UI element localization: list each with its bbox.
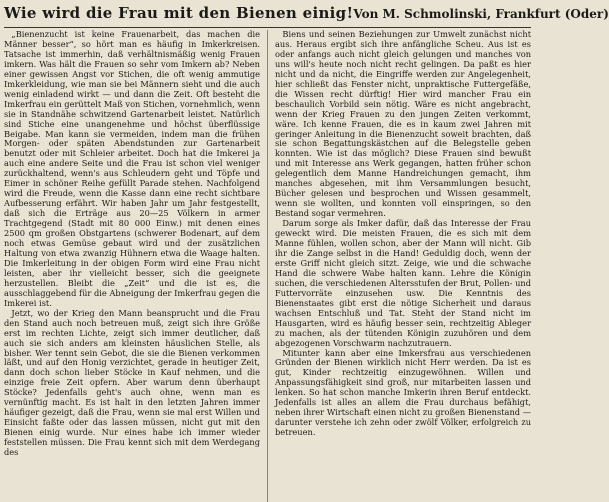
paragraph: Biens und seinen Beziehungen zur Umwelt zunächst nicht aus. Heraus ergibt sich ihre anfängliche Scheu. Aus ist es oder anfangs auch nicht gleich gelungen und manches von uns will's heute noch nicht recht gelingen. Da paßt es hier nicht und da nicht, die Eingriffe werden zur Angelegenheit, hier schließt das Fenster nicht, unpraktische Futtergefäße, die Wissen recht dürftig! Hier wird mancher Frau ein beschaulich Vorbild sein nötig. Wäre es nicht angebracht, wenn der Krieg Frauen zu den jungen Zeiten verkommt, wäre. Ich kenne Frauen, die es in kaum zwei Jahren mit geringer Anleitung in die Bienenzucht soweit brachten, daß sie schon Begattungskästchen auf die Belegstelle geben konnten. Wie ist das möglich? Diese Frauen sind bewußt und mit Interesse ans Werk gegangen, hatten früher schon gelegentlich dem Manne Handreichungen gemacht, ihm manches abgesehen, mit ihm Versammlungen besucht, Bücher gelesen und besprochen und Wissen gesammelt, wenn sie wollten, und konnten voll einspringen, so den Bestand sogar vermehren. [275,29,532,219]
column-right [275,30,531,502]
article-byline: Von M. Schmolinski, Frankfurt (Oder) [353,7,609,21]
paragraph: Mitunter kann aber eine Imkersfrau aus verschiedenen Gründen der Bienen wirklich nicht Herr werden. Da ist es gut, Kinder rechtzeitig einzugewöhnen. Willen und Anpassungsfähigkeit sind groß, nur mitarbeiten lassen und lenken. So hat schon manche Imkerin ihren Beruf entdeckt. Jedenfalls ist alles an allem die Frau durchaus befähigt, neben ihrer Wirtschaft einen nicht zu großen Bienenstand — darunter verstehe ich zehn oder zwölf Völker, erfolgreich zu betreuen. [275,347,532,438]
paragraph: „Bienenzucht ist keine Frauenarbeit, das machen die Männer besser“, so hört man es häufig in Imkerkreisen. Tatsache ist immerhin, daß verhältnismäßig wenig Frauen imkern. Was hält die Frauen so sehr vom Imkern ab? Neben einer gewissen Angst vor Stichen, die oft wenig ammutige Imkerkleidung, wie man sie bei Männern sieht und die auch wenig einladend wirkt — und dann die Zeit. Oft besteht die Imkerfrau ein gerüttelt Maß von Stichen, vornehmlich, wenn sie in Standnähe schwitzend Gartenarbeit leistet. Natürlich sind Stiche eine unangenehme und höchst überflüssige Beigabe. Man kann sie vermeiden, indem man die frühen Morgen- oder späten Abendstunden zur Gartenarbeit benutzt oder mit Schleier arbeitet. Doch hat die Imkerei ja auch eine andere Seite und die Frau ist schon viel weniger zurückhaltend, wenn's aus Schleudern geht und Töpfe und Eimer in schöner Reihe gefüllt Parade stehen. Nachfolgend wird die Freude, wenn die Kasse dann eine recht sichtbare Aufbesserung erfährt. Wir haben Jahr um Jahr festgestellt, daß sich die Erträge aus 20—25 Völkern in armer Trachtgegend (Stadt mit 80 000 Einw.) mit denen eines 2500 qm großen Obstgartens (schwerer Bodenart, auf dem noch etwas Gemüse gebaut wird und der zusätzlichen Haltung von etwa zwanzig Hühnern etwa die Waage halten. Die Imkerleitung in der obigen Form wird eine Frau nicht leisten, aber ihr vielleicht besser, sich die geeignete herzustellen. Bleibt die „Zeit“ und die ist es, die ausschlaggebend für die Abneigung der Imkerfrau gegen die Imkerei ist. [4,29,261,308]
paragraph: Jetzt, wo der Krieg den Mann beansprucht und die Frau den Stand auch noch betreuen muß, zeigt sich ihre Größe erst im rechten Lichte, zeigt sich immer deutlicher, daß auch sie sich anders am kleinsten häuslichen Stelle, als bisher. Wer tennt sein Gebot, die sie die Bienen verkommen läßt, und auf den Honig verzichtet, gerade in heutiger Zeit, dann doch schon lieber Stöcke in Kauf nehmen, und die einzige freie Zeit opfern. Aber warum denn überhaupt Stöcke? Jedenfalls geht's auch ohne, wenn man es vernünftig macht. Es ist halt in den letzten Jahren immer häufiger gezeigt, daß die Frau, wenn sie mal erst Willen und Einsicht faßte oder das lassen müssen, nicht gut mit den Bienen einig wurde. Nur eines habe ich immer wieder feststellen müssen. Die Frau kennt sich mit dem Werdegang des [4,307,261,458]
article-title: Wie wird die Frau mit den Bienen einig! [4,4,354,22]
paragraph: Darum sorge als Imker dafür, daß das Interesse der Frau geweckt wird. Die meisten Frauen, die es sich mit dem Manne fühlen, wollen schon, aber der Mann will nicht. Gib ihr die Zange selbst in die Hand! Geduldig doch, wenn der erste Griff nicht gleich sitzt. Zeige, wie und die schwache Hand die schwere Wabe halten kann. Lehre die Königin suchen, die verschiedenen Altersstufen der Brut, Pollen- und Futtervorräte einzusehen usw. Die Kenntnis des Bienenstaates gibt erst die nötige Sicherheit und daraus wachsen Entschluß und Tat. Steht der Stand nicht im Hausgarten, wird es häufig besser sein, rechtzeitig Ableger zu machen, als der tütenden Königin zuzuhören und dem abgezogenen Vorschwarm nachzutrauern. [275,218,532,348]
article-body [4,30,531,502]
header-rule [4,27,531,28]
article-header [4,4,609,26]
column-left [4,30,260,502]
column-divider [267,30,268,502]
